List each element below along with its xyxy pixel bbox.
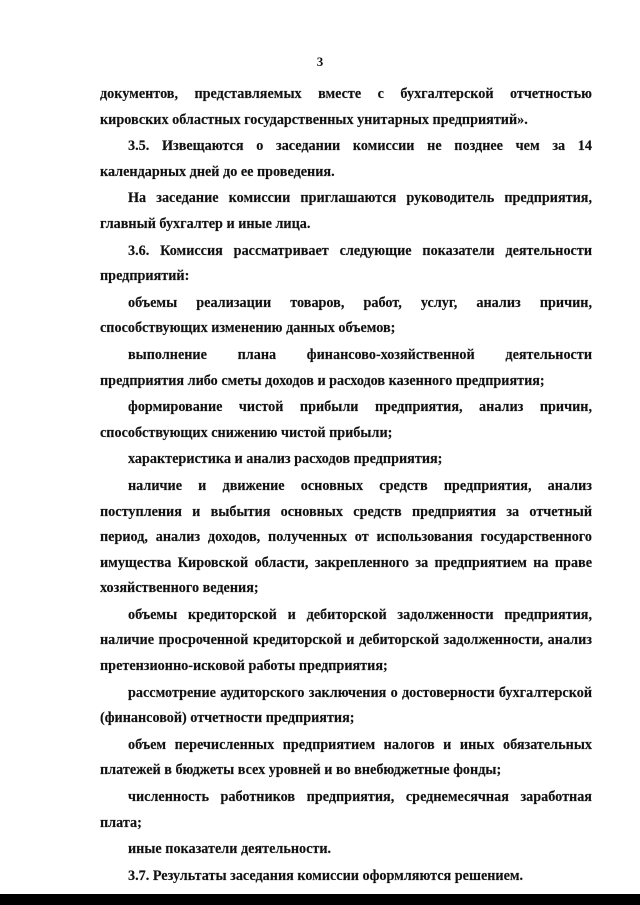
list-item-sales-volumes: объемы реализации товаров, работ, услуг, анализ причин, способствующих изменению данных объемов;: [100, 294, 592, 337]
page-number: 3: [316, 54, 324, 69]
paragraph-invitation: На заседание комиссии приглашаются руководитель предприятия, главный бухгалтер и иные лица.: [100, 190, 592, 232]
list-item-fixed-assets: наличие и движение основных средств предприятия, анализ поступления и выбытия основных средств предприятия за отчетный период, анализ доходов, полученных от использования государственного имущества Кировской области, закрепленного за предприятием на праве хозяйственного ведения;: [100, 477, 592, 597]
list-item-staff: численность работников предприятия, среднемесячная заработная плата;: [100, 789, 592, 831]
scan-bottom-border: [0, 894, 640, 905]
paragraph-continuation: документов, представляемых вместе с бухгалтерской отчетностью кировских областных государственных унитарных предприятий».: [100, 86, 592, 128]
list-item-expenses: характеристика и анализ расходов предприятия;: [128, 451, 443, 468]
list-item-audit: рассмотрение аудиторского заключения о достоверности бухгалтерской (финансовой) отчетности предприятия;: [100, 684, 592, 727]
list-item-other: иные показатели деятельности.: [128, 841, 332, 858]
paragraph-3-5: 3.5. Извещаются о заседании комиссии не позднее чем за 14 календарных дней до ее проведения.: [100, 138, 592, 180]
paragraph-3-7: 3.7. Результаты заседания комиссии оформляются решением.: [128, 867, 524, 884]
paragraph-3-6: 3.6. Комиссия рассматривает следующие показатели деятельности предприятий:: [100, 242, 592, 285]
document-body: [100, 82, 592, 890]
list-item-net-profit: формирование чистой прибыли предприятия, анализ причин, способствующих снижению чистой прибыли;: [100, 399, 592, 441]
list-item-taxes: объем перечисленных предприятием налогов и иных обязательных платежей в бюджеты всех уровней и во внебюджетные фонды;: [100, 736, 592, 779]
list-item-debts: объемы кредиторской и дебиторской задолженности предприятия, наличие просроченной кредиторской и дебиторской задолженности, анализ претензионно-исковой работы предприятия;: [100, 606, 592, 675]
list-item-plan-execution: выполнение плана финансово-хозяйственной деятельности предприятия либо сметы доходов и расходов казенного предприятия;: [100, 346, 592, 389]
